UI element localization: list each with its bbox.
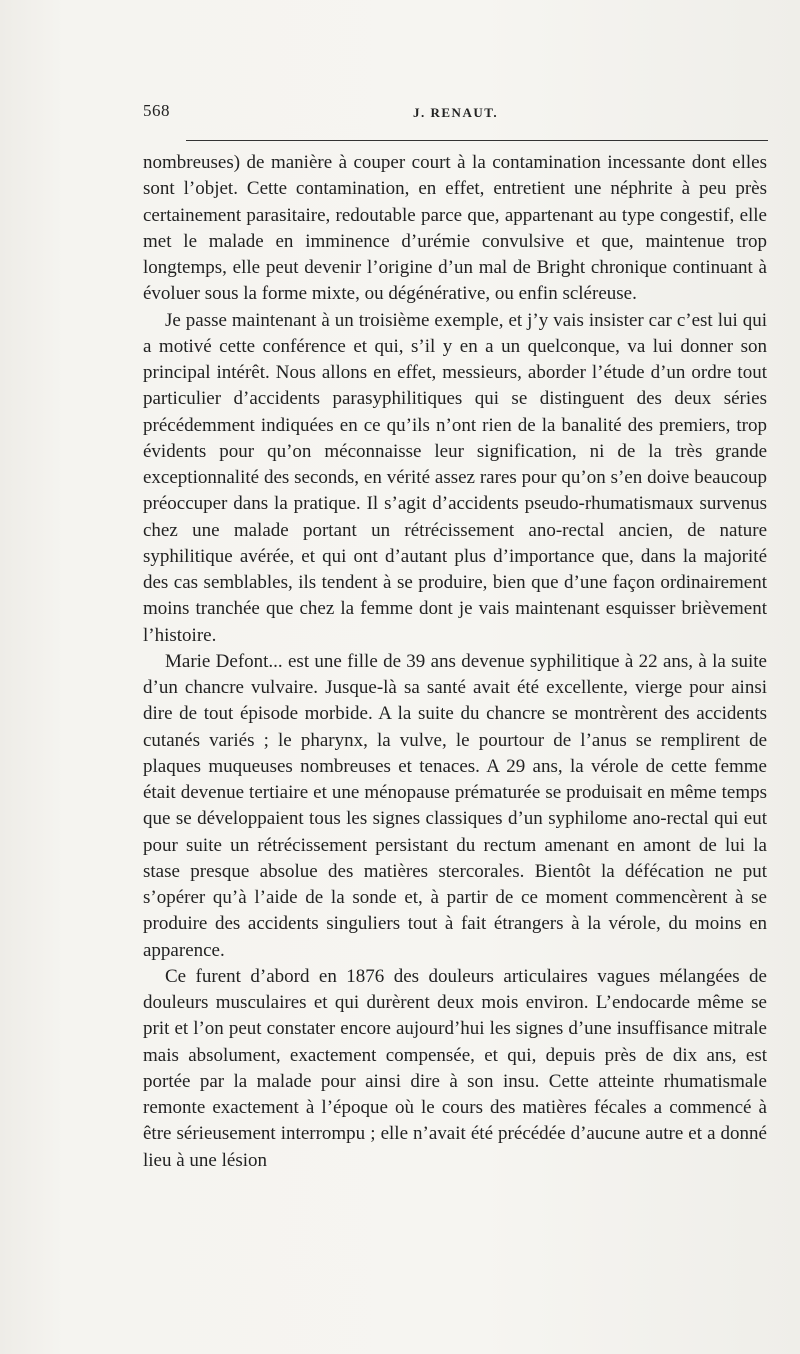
page-number: 568 — [143, 101, 170, 120]
paragraph-case-history: Marie Defont... est une fille de 39 ans devenue syphilitique à 22 ans, à la suite d’un chancre vulvaire. Jusque-là sa santé avait été excellente, vierge pour ainsi dire de tout épisode morbide. A la suite du chancre se montrèrent des accidents cutanés variés ; le pharynx, la vulve, le pourtour de l’anus se remplirent de plaques muqueuses nombreuses et tenaces. A 29 ans, la vérole de cette femme était devenue tertiaire et une ménopause prématurée se produisait en même temps que se développaient tous les signes classiques d’un syphilome ano-rectal qui eut pour suite un rétrécissement persistant du rectum amenant en amont de lui la stase presque absolue des matières stercorales. Bientôt la défécation ne put s’opérer qu’à l’aide de la sonde et, à partir de ce moment commencèrent à se produire des accidents singuliers tout à fait étrangers à la vérole, du moins en apparence. — [143, 650, 767, 961]
running-head: J. RENAUT. — [413, 105, 499, 120]
paragraph-rheumatic-symptoms: Ce furent d’abord en 1876 des douleurs articulaires vagues mélangées de douleurs musculaires et qui durèrent deux mois environ. L’endocarde même se prit et l’on peut constater encore aujourd’hui les signes d’une insuffisance mitrale mais absolument, exactement compensée, et qui, depuis près de dix ans, est portée par la malade pour ainsi dire à son insu. Cette atteinte rhumatismale remonte exactement à l’époque où le cours des matières fécales a commencé à être sérieusement interrompu ; elle n’avait été précédée d’aucune autre et a donné lieu à une lésion — [143, 965, 767, 1171]
header-rule — [186, 140, 768, 141]
page-header — [143, 101, 767, 125]
paragraph-third-example: Je passe maintenant à un troisième exemple, et j’y vais insister car c’est lui qui a motivé cette conférence et qui, s’il y en a un quelconque, va lui donner son principal intérêt. Nous allons en effet, messieurs, aborder l’étude d’un ordre tout particulier d’accidents parasyphilitiques qui se distinguent des deux séries précédemment indiquées en ce qu’ils n’ont rien de la banalité des premiers, trop évidents pour qu’on méconnaisse leur signification, ni de la très grande exceptionnalité des seconds, en vérité assez rares pour qu’on s’en doive beaucoup préoccuper dans la pratique. Il s’agit d’accidents pseudo-rhumatismaux survenus chez une malade portant un rétrécissement ano-rectal ancien, de nature syphilitique avérée, et qui ont d’autant plus d’importance que, dans la majorité des cas semblables, ils tendent à se produire, bien que d’une façon ordinairement moins tranchée que chez la femme dont je vais maintenant esquisser brièvement l’histoire. — [143, 309, 767, 646]
paragraph-continuation: nombreuses) de manière à couper court à la contamination incessante dont elles sont l’objet. Cette contamination, en effet, entretient une néphrite à peu près certainement parasitaire, redoutable parce que, appartenant au type congestif, elle met le malade en imminence d’urémie convulsive et que, maintenue trop longtemps, elle peut devenir l’origine d’un mal de Bright chronique continuant à évoluer sous la forme mixte, ou dégénérative, ou enfin scléreuse. — [143, 152, 767, 305]
body-text — [143, 150, 767, 1174]
